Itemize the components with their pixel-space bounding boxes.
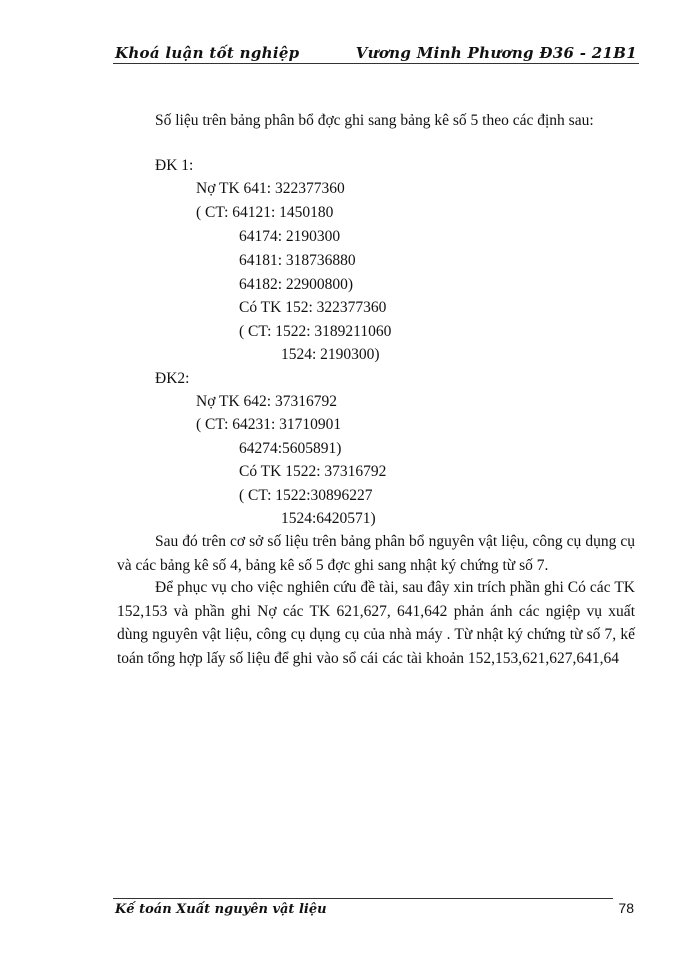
dk1-credit-detail-open: ( CT: 1522: 3189211060 [239,323,392,340]
paragraph-1: Sau đó trên cơ sở số liệu trên bảng phân bổ nguyên vật liệu, công cụ dụng cụ và các bảng kê số 4, bảng kê số 5 đợc ghi sang nhật ký chứng từ số 7. [117,533,635,574]
paragraph-2: Để phục vụ cho việc nghiên cứu đề tài, sau đây xin trích phần ghi Có các TK 152,153 và phần ghi Nợ các TK 621,627, 641,642 phản ánh các ngiệp vụ xuất dùng nguyên vật liệu, công cụ dụng cụ của nhà máy . Từ nhật ký chứng từ số 7, kế toán tổng hợp lấy số liệu để ghi vào sổ cái các tài khoản 152,153,621,627,641,64 [117,579,635,667]
dk2-detail-open: ( CT: 64231: 31710901 [196,416,342,433]
header-title: Khoá luận tốt nghiệp [115,44,300,62]
dk2-detail-item: 64274:5605891) [239,440,342,457]
dk1-debit: Nợ TK 641: 322377360 [196,180,345,197]
footer-rule [113,898,613,899]
dk1-detail-open: ( CT: 64121: 1450180 [196,204,334,221]
dk1-detail-item: 64181: 318736880 [239,252,356,269]
intro-line: Số liệu trên bảng phân bổ đợc ghi sang bảng kê số 5 theo các định sau: [155,112,594,129]
dk2-credit-detail-item: 1524:6420571) [281,510,376,527]
dk2-debit: Nợ TK 642: 37316792 [196,393,337,410]
dk1-detail-item: 64174: 2190300 [239,228,341,245]
header-rule [113,63,639,64]
dk2-label: ĐK2: [155,370,190,387]
dk2-credit: Có TK 1522: 37316792 [239,463,387,480]
header-author: Vương Minh Phương Đ36 - 21B1 [355,44,637,62]
dk1-credit: Có TK 152: 322377360 [239,299,387,316]
dk2-credit-detail-open: ( CT: 1522:30896227 [239,487,373,504]
dk1-label: ĐK 1: [155,157,194,174]
dk1-detail-item: 64182: 22900800) [239,276,354,293]
page-number: 78 [618,900,634,916]
footer-title: Kế toán Xuất nguyên vật liệu [115,902,327,917]
dk1-credit-detail-item: 1524: 2190300) [281,346,380,363]
